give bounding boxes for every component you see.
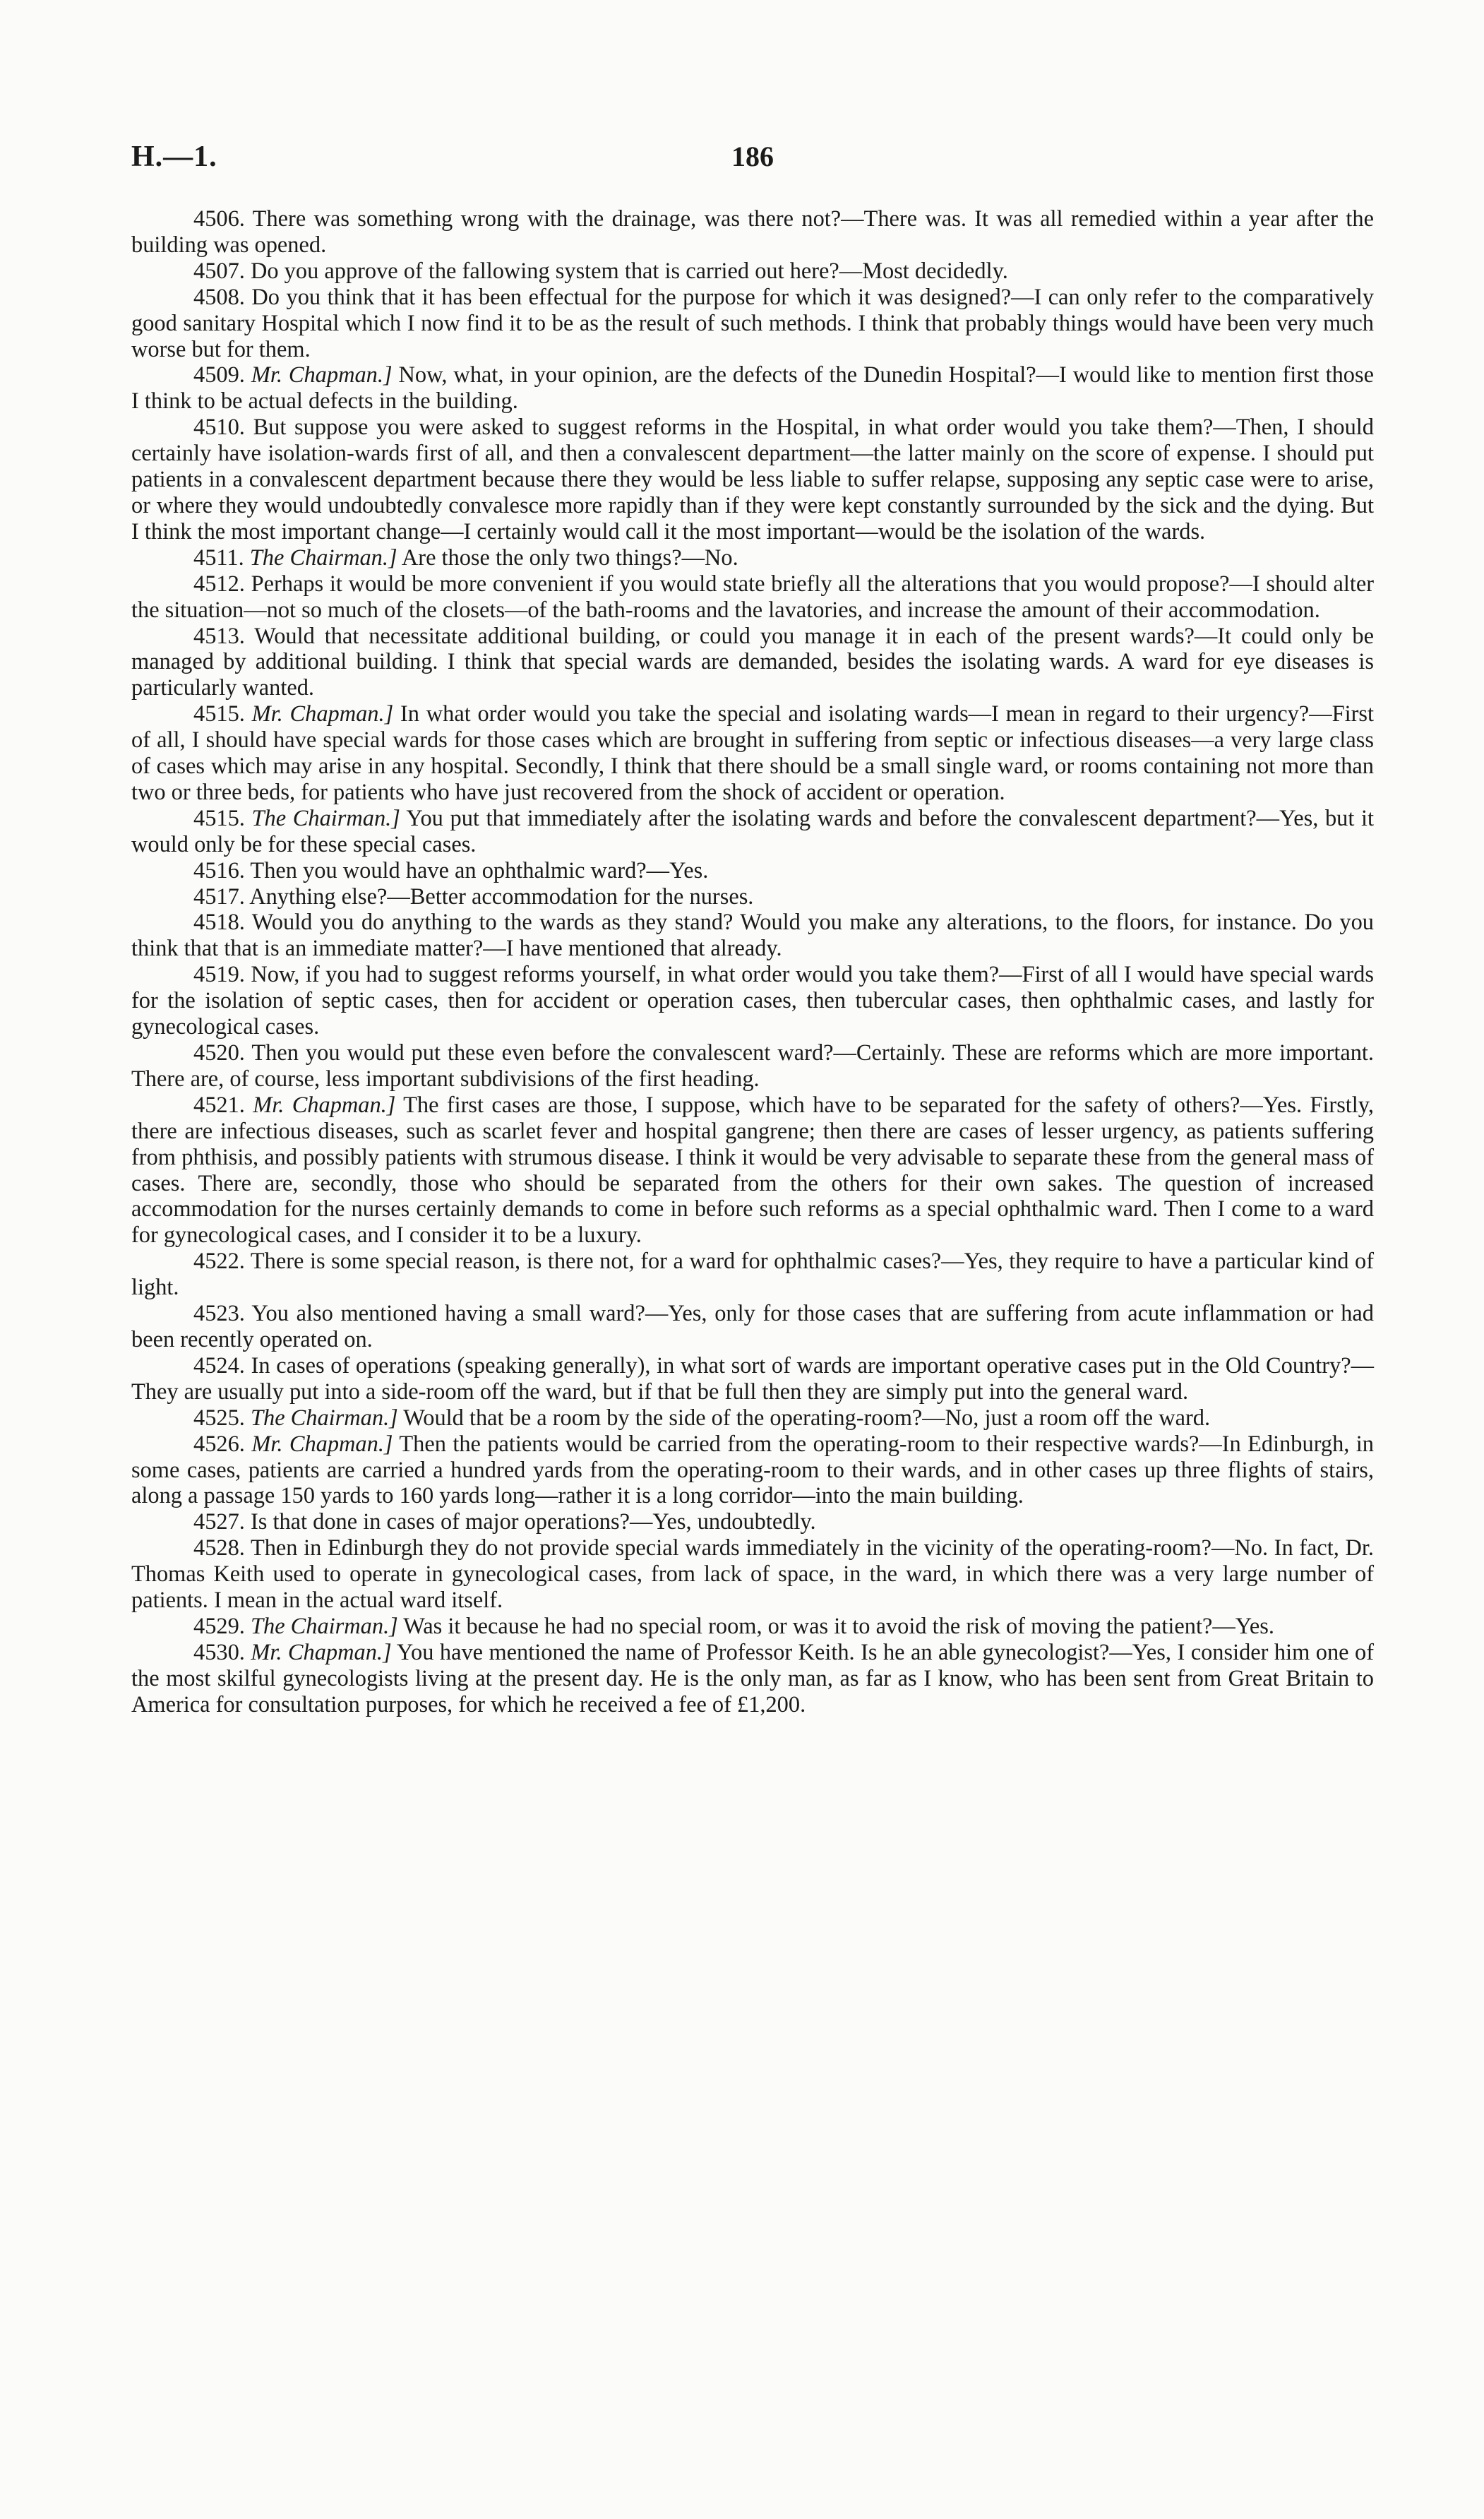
question-text: You also mentioned having a small ward?—Yes, only for those cases that are suffering from acute inflammation or had been recently operated on. xyxy=(131,1301,1374,1352)
question-number: 4513. xyxy=(193,623,245,649)
question-paragraph xyxy=(131,258,1374,285)
question-paragraph xyxy=(131,858,1374,884)
question-text: In what order would you take the special and isolating wards—I mean in regard to their urgency?—First of all, I should have special wards for those cases which are brought in suffering from septic or infectious diseases—a very large class of cases which may arise in any hospital. Secondly, I think that there should be a small single ward, or rooms containing not more than two or three beds, for patients who have just recovered from the shock of accident or operation. xyxy=(131,701,1374,805)
question-paragraph xyxy=(131,1431,1374,1510)
speaker-label: The Chairman.] xyxy=(251,1613,398,1639)
question-paragraph xyxy=(131,206,1374,258)
question-text: Was it because he had no special room, or was it to avoid the risk of moving the patient?—Yes. xyxy=(403,1613,1274,1639)
question-paragraph xyxy=(131,362,1374,415)
question-paragraph xyxy=(131,1353,1374,1405)
question-number: 4517. xyxy=(193,883,245,910)
question-paragraph xyxy=(131,806,1374,858)
question-number: 4525. xyxy=(193,1405,245,1431)
question-paragraph xyxy=(131,1509,1374,1535)
question-paragraph xyxy=(131,1405,1374,1431)
question-number: 4528. xyxy=(193,1535,245,1561)
question-text: There was something wrong with the drainage, was there not?—There was. It was all remedied within a year after the building was opened. xyxy=(131,206,1374,258)
question-paragraph xyxy=(131,910,1374,962)
question-text: You have mentioned the name of Professor Keith. Is he an able gynecologist?—Yes, I consider him one of the most skilful gynecologists living at the present day. He is the only man, as far as I know, who has been sent from Great Britain to America for consultation purposes, for which he received a fee of £1,200. xyxy=(131,1639,1374,1717)
question-paragraph xyxy=(131,1614,1374,1640)
question-paragraph xyxy=(131,1640,1374,1718)
question-text: Would that necessitate additional building, or could you manage it in each of the present wards?—It could only be managed by additional building. I think that special wards are demanded, besides the isolating wards. A ward for eye diseases is particularly wanted. xyxy=(131,623,1375,701)
question-text: Now, if you had to suggest reforms yourself, in what order would you take them?—First of all I would have special wards for the isolation of septic cases, then for accident or operation cases, then tubercular cases, then ophthalmic cases, and lastly for gynecological cases. xyxy=(131,962,1374,1040)
testimony-body xyxy=(131,206,1374,1718)
question-text: Then in Edinburgh they do not provide special wards immediately in the vicinity of the operating-room?—No. In fact, Dr. Thomas Keith used to operate in gynecological cases, from lack of space, in the ward, in which there was a very large number of patients. I mean in the actual ward itself. xyxy=(131,1535,1375,1614)
question-number: 4519. xyxy=(193,962,245,988)
question-number: 4511. xyxy=(193,544,244,571)
question-paragraph xyxy=(131,415,1374,545)
question-paragraph xyxy=(131,962,1374,1040)
question-text: Then you would put these even before the convalescent ward?—Certainly. These are reforms which are more important. There are, of course, less important subdivisions of the first heading. xyxy=(131,1040,1375,1092)
question-number: 4529. xyxy=(193,1613,245,1639)
question-text: There is some special reason, is there not, for a ward for ophthalmic cases?—Yes, they require to have a particular kind of light. xyxy=(131,1249,1375,1301)
speaker-label: The Chairman.] xyxy=(249,544,397,571)
page-number: 186 xyxy=(731,141,774,172)
question-number: 4518. xyxy=(193,910,245,936)
speaker-label: Mr. Chapman.] xyxy=(251,1431,393,1457)
question-number: 4520. xyxy=(193,1040,245,1066)
question-paragraph xyxy=(131,1249,1374,1301)
question-text: Perhaps it would be more convenient if you would state briefly all the alterations that you would propose?—I should alter the situation—not so much of the closets—of the bath-rooms and the lavatories, and increase the amount of their accommodation. xyxy=(131,571,1374,623)
question-number: 4506. xyxy=(193,206,245,232)
speaker-label: The Chairman.] xyxy=(251,805,400,831)
question-number: 4530. xyxy=(193,1639,245,1665)
question-number: 4527. xyxy=(193,1509,245,1535)
question-number: 4512. xyxy=(193,571,245,597)
question-text: But suppose you were asked to suggest reforms in the Hospital, in what order would you take them?—Then, I should certainly have isolation-wards first of all, and then a convalescent department—the latter mainly on the score of expense. I should put patients in a convalescent department because there they would be less liable to suffer relapse, supposing any septic case were to arise, or where they would undoubtedly convalesce more rapidly than if they were kept constantly surrounded by the sick and the dying. But I think the most important change—I certainly would call it the most important—would be the isolation of the wards. xyxy=(131,415,1374,544)
question-text: Then the patients would be carried from the operating-room to their respective wards?—In Edinburgh, in some cases, patients are carried a hundred yards from the operating-room to their wards, and in other cases up three flights of stairs, along a passage 150 yards to 160 yards long—rather it is a long corridor—into the main building. xyxy=(131,1431,1375,1509)
question-text: Would that be a room by the side of the operating-room?—No, just a room off the ward. xyxy=(403,1405,1211,1431)
question-paragraph xyxy=(131,571,1374,624)
question-text: The first cases are those, I suppose, which have to be separated for the safety of others?—Yes. Firstly, there are infectious diseases, such as scarlet fever and hospital gangrene; then there are cases of lesser urgency, as patients suffering from phthisis, and possibly patients with strumous disease. I think it would be very advisable to separate these from the general mass of cases. There are, secondly, those who should be separated from the others for their own sakes. The question of increased accommodation for the nurses certainly demands to come in before such reforms as a special ophthalmic ward. Then I come to a ward for gynecological cases, and I consider it to be a luxury. xyxy=(131,1092,1374,1249)
question-text: Are those the only two things?—No. xyxy=(401,544,738,571)
question-paragraph xyxy=(131,1301,1374,1353)
question-number: 4526. xyxy=(193,1431,245,1457)
question-number: 4515. xyxy=(193,701,245,727)
question-text: In cases of operations (speaking generally), in what sort of wards are important operative cases put in the Old Country?—They are usually put into a side-room off the ward, but if that be full then they are simply put into the general ward. xyxy=(131,1352,1374,1405)
question-paragraph xyxy=(131,285,1374,363)
question-paragraph xyxy=(131,1535,1374,1614)
question-text: Do you think that it has been effectual for the purpose for which it was designed?—I can only refer to the comparatively good sanitary Hospital which I now find it to be as the result of such methods. I think that probably things would have been very much worse but for them. xyxy=(131,284,1374,362)
speaker-label: Mr. Chapman.] xyxy=(251,701,394,727)
question-text: Do you approve of the fallowing system that is carried out here?—Most decidedly. xyxy=(251,258,1008,284)
question-text: You put that immediately after the isolating wards and before the convalescent department?—Yes, but it would only be for these special cases. xyxy=(131,805,1374,857)
question-paragraph xyxy=(131,884,1374,910)
question-number: 4524. xyxy=(193,1352,245,1378)
question-paragraph xyxy=(131,1040,1374,1092)
question-number: 4516. xyxy=(193,857,245,883)
document-reference: H.—1. xyxy=(131,141,217,173)
speaker-label: Mr. Chapman.] xyxy=(253,1092,396,1118)
speaker-label: Mr. Chapman.] xyxy=(251,1639,392,1665)
question-text: Would you do anything to the wards as they stand? Would you make any alterations, to the floors, for instance. Do you think that that is an immediate matter?—I have mentioned that already. xyxy=(131,910,1374,962)
question-number: 4515. xyxy=(193,805,245,831)
speaker-label: The Chairman.] xyxy=(251,1405,398,1431)
question-number: 4523. xyxy=(193,1301,245,1327)
page-header xyxy=(131,140,1374,182)
question-text: Anything else?—Better accommodation for the nurses. xyxy=(249,883,754,910)
question-number: 4510. xyxy=(193,415,245,441)
question-number: 4521. xyxy=(193,1092,245,1118)
question-text: Now, what, in your opinion, are the defects of the Dunedin Hospital?—I would like to mention first those I think to be actual defects in the building. xyxy=(131,362,1374,415)
question-number: 4508. xyxy=(193,284,245,310)
speaker-label: Mr. Chapman.] xyxy=(251,362,393,388)
question-text: Is that done in cases of major operations?—Yes, undoubtedly. xyxy=(251,1509,816,1535)
question-number: 4507. xyxy=(193,258,245,284)
question-paragraph xyxy=(131,545,1374,571)
question-number: 4522. xyxy=(193,1249,245,1275)
question-paragraph xyxy=(131,1092,1374,1249)
question-number: 4509. xyxy=(193,362,245,388)
question-paragraph xyxy=(131,701,1374,806)
question-paragraph xyxy=(131,624,1374,702)
question-text: Then you would have an ophthalmic ward?—Yes. xyxy=(250,857,709,883)
